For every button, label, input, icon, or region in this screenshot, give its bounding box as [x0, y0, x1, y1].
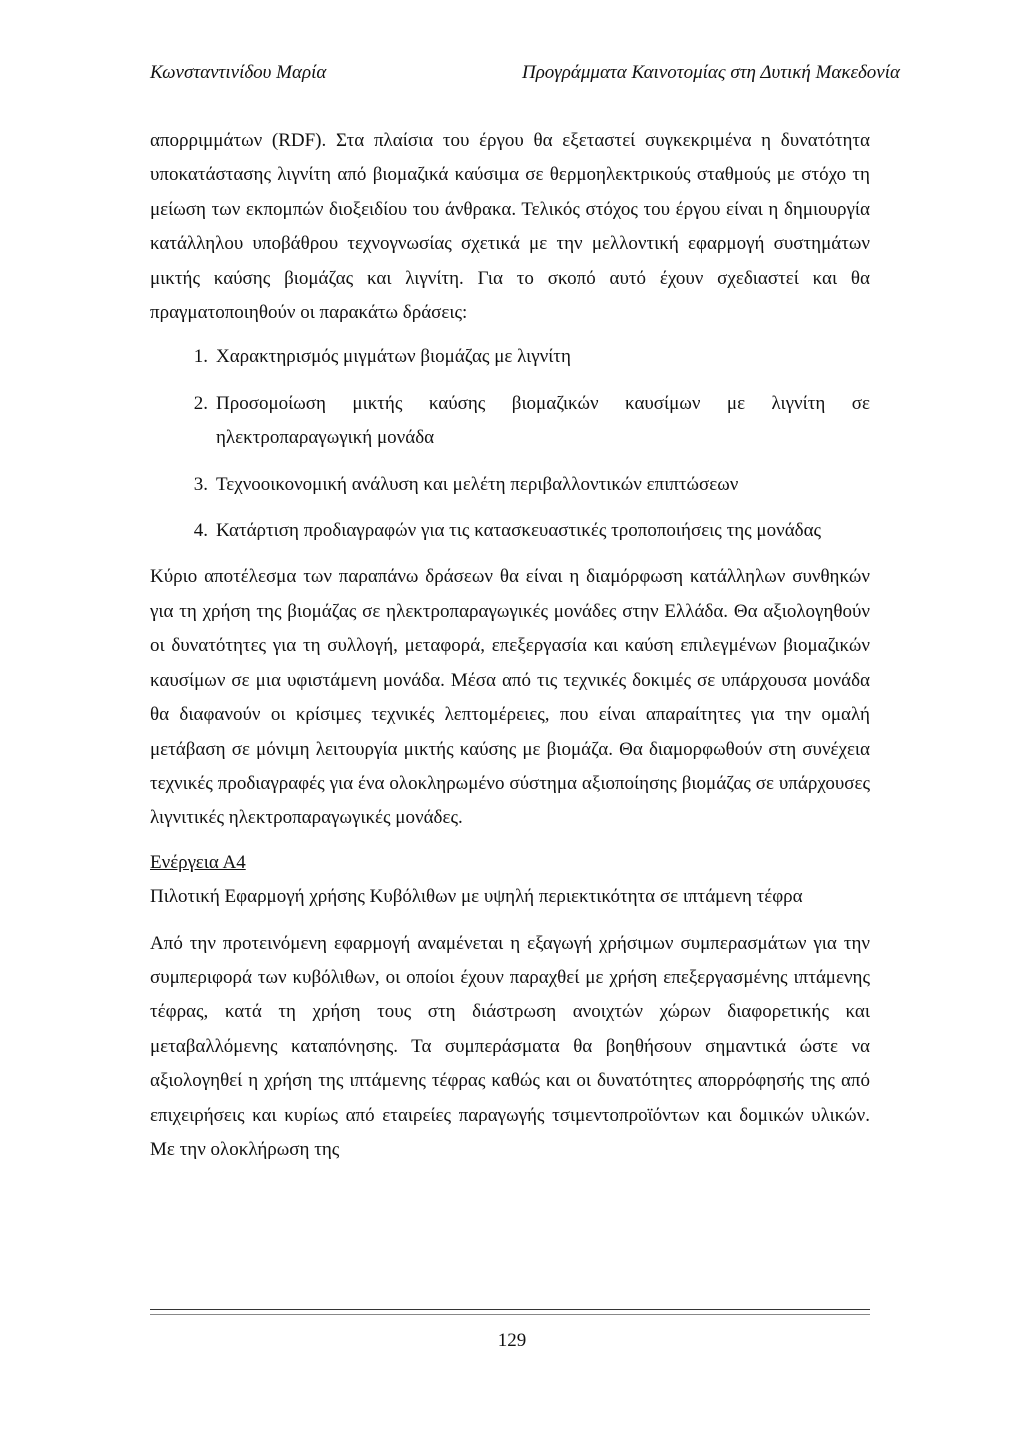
actions-list	[150, 340, 870, 548]
list-item-text: Χαρακτηρισμός μιγμάτων βιομάζας με λιγνίτη	[216, 346, 571, 368]
footer-divider	[150, 1309, 870, 1310]
page-header	[150, 62, 900, 90]
footer-divider-thin	[150, 1314, 870, 1315]
list-item-number: 4.	[193, 520, 208, 542]
list-item-number: 3.	[193, 473, 208, 495]
list-item-text: Προσομοίωση μικτής καύσης βιομαζικών καυσίμων με λιγνίτη σε ηλεκτροπαραγωγική μονάδα	[216, 392, 870, 449]
list-item-text: Κατάρτιση προδιαγραφών για τις κατασκευαστικές τροποποιήσεις της μονάδας	[216, 520, 822, 542]
list-item	[150, 514, 870, 548]
section-paragraph: Από την προτεινόμενη εφαρμογή αναμένεται η εξαγωγή χρήσιμων συμπερασμάτων για την συμπεριφορά των κυβόλιθων, οι οποίοι έχουν παραχθεί με χρήση επεξεργασμένης ιπτάμενης τέφρας, κατά τη χρήση τους στη διάστρωση ανοιχτών χώρων διαφορετικής και μεταβαλλόμενης καταπόνησης. Τα συμπεράσματα θα βοηθήσουν σημαντικά ώστε να αξιολογηθεί η χρήση της ιπτάμενης τέφρας καθώς και οι δυνατότητες απορρόφησής της από επιχειρήσεις και κυρίως από εταιρείες παραγωγής τσιμεντοπροϊόντων και δομικών υλικών. Με την ολοκλήρωση της	[150, 932, 870, 1160]
page-body	[150, 124, 870, 1167]
list-item	[150, 468, 870, 502]
section-subtitle: Πιλοτική Εφαρμογή χρήσης Κυβόλιθων με υψηλή περιεκτικότητα σε ιπτάμενη τέφρα	[150, 886, 803, 908]
list-item	[150, 340, 870, 374]
list-item-number: 2.	[193, 392, 208, 414]
page-number: 129	[497, 1330, 527, 1351]
list-item-text: Τεχνοοικονομική ανάλυση και μελέτη περιβαλλοντικών επιπτώσεων	[216, 473, 739, 495]
list-item	[150, 387, 870, 456]
result-paragraph: Κύριο αποτέλεσμα των παραπάνω δράσεων θα είναι η διαμόρφωση κατάλληλων συνθηκών για τη χρήση της βιομάζας σε ηλεκτροπαραγωγικές μονάδες στην Ελλάδα. Θα αξιολογηθούν οι δυνατότητες για τη συλλογή, μεταφορά, επεξεργασία και καύση επιλεγμένων βιομαζικών καυσίμων σε μια υφιστάμενη μονάδα. Μέσα από τις τεχνικές δοκιμές σε υπάρχουσα μονάδα θα διαφανούν οι κρίσιμες τεχνικές λεπτομέρειες, που είναι απαραίτητες για την ομαλή μετάβαση σε μόνιμη λειτουργία μικτής καύσης με βιομάζα. Θα διαμορφωθούν στη συνέχεια τεχνικές προδιαγραφές για ένα ολοκληρωμένο σύστημα αξιοποίησης βιομάζας σε υπάρχουσες λιγνιτικές ηλεκτροπαραγωγικές μονάδες.	[150, 566, 870, 829]
section-heading: Ενέργεια Α4	[150, 851, 246, 873]
header-title: Προγράμματα Καινοτομίας στη Δυτική Μακεδονία	[521, 62, 900, 83]
intro-paragraph: απορριμμάτων (RDF). Στα πλαίσια του έργου θα εξεταστεί συγκεκριμένα η δυνατότητα υποκατάστασης λιγνίτη από βιομαζικά καύσιμα σε θερμοηλεκτρικούς σταθμούς με στόχο τη μείωση των εκπομπών διοξειδίου του άνθρακα. Τελικός στόχος του έργου είναι η δημιουργία κατάλληλου υποβάθρου τεχνογνωσίας σχετικά με την μελλοντική εφαρμογή συστημάτων μικτής καύσης βιομάζας και λιγνίτη. Για το σκοπό αυτό έχουν σχεδιαστεί και θα πραγματοποιηθούν οι παρακάτω δράσεις:	[150, 130, 870, 324]
list-item-number: 1.	[193, 346, 208, 368]
header-author: Κωνσταντινίδου Μαρία	[150, 62, 327, 83]
